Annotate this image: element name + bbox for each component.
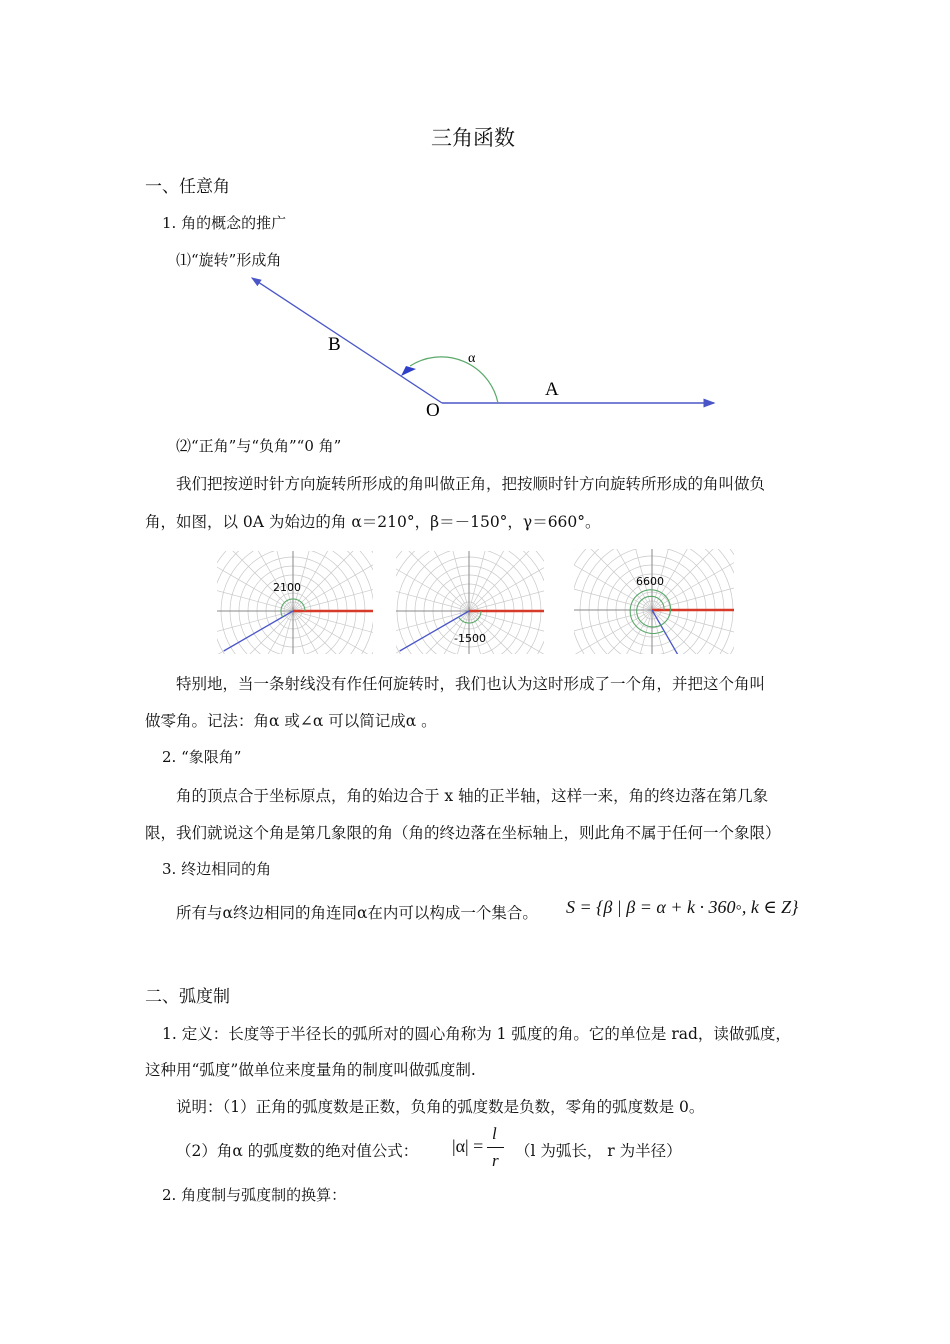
fraction-denominator: r bbox=[492, 1151, 499, 1170]
polar-angle-label: 6600 bbox=[636, 575, 664, 588]
subheading-conversion: 2. 角度制与弧度制的换算： bbox=[162, 1186, 347, 1204]
label-o: O bbox=[426, 400, 440, 420]
note-2-suffix: （l 为弧长， r 为半径） bbox=[515, 1142, 682, 1160]
angle-arc bbox=[410, 357, 498, 403]
polar-figure-660 bbox=[574, 549, 734, 654]
radian-definition-line1: 1. 定义：长度等于半径长的弧所对的圆心角称为 1 弧度的角。它的单位是 rad，读做弧度， bbox=[162, 1025, 791, 1043]
radian-definition-line2: 这种用“弧度”做单位来度量角的制度叫做弧度制. bbox=[145, 1061, 476, 1079]
paragraph-zero-angle-line2: 做零角。记法：角α 或∠α 可以简记成α 。 bbox=[145, 712, 437, 730]
paragraph-zero-angle-line1: 特别地，当一条射线没有作任何旋转时，我们也认为这时形成了一个角，并把这个角叫 bbox=[176, 675, 766, 693]
paragraph-quadrant-line2: 限，我们就说这个角是第几象限的角（角的终边落在坐标轴上，则此角不属于任何一个象限） bbox=[145, 824, 781, 842]
section-heading-1: 一、任意角 bbox=[145, 177, 230, 197]
paragraph-quadrant-line1: 角的顶点合于坐标原点，角的始边合于 x 轴的正半轴，这样一来，角的终边落在第几象 bbox=[176, 787, 769, 805]
item-positive-negative-angle: ⑵“正角”与“负角”“0 角” bbox=[176, 437, 342, 455]
polar-angle-label: 2100 bbox=[273, 581, 301, 594]
abs-alpha: |α| = bbox=[452, 1136, 484, 1156]
fraction-bar bbox=[487, 1147, 504, 1148]
subheading-coterminal-angle: 3. 终边相同的角 bbox=[162, 860, 272, 878]
note-1: 说明：（1）正角的弧度数是正数，负角的弧度数是负数，零角的弧度数是 0。 bbox=[176, 1098, 705, 1116]
fraction-numerator: l bbox=[492, 1124, 497, 1143]
label-alpha: α bbox=[468, 351, 476, 366]
item-rotation-angle: ⑴“旋转”形成角 bbox=[176, 251, 282, 269]
label-b: B bbox=[328, 334, 341, 355]
polar-figure-neg150 bbox=[396, 551, 544, 654]
paragraph-coterminal-text: 所有与α终边相同的角连同α在内可以构成一个集合。 bbox=[176, 904, 538, 922]
coterminal-set-formula: S = {β | β = α + k · 360◦, k ∈ Z} bbox=[566, 897, 799, 917]
paragraph-positive-negative-line2: 角，如图，以 0A 为始边的角 α＝210°，β＝－150°，γ＝660°。 bbox=[145, 513, 601, 531]
rotation-angle-figure bbox=[240, 270, 730, 420]
note-2-prefix: （2）角α 的弧度数的绝对值公式： bbox=[176, 1142, 419, 1160]
section-heading-2: 二、弧度制 bbox=[145, 987, 230, 1007]
polar-figure-210 bbox=[217, 551, 373, 654]
terminal-side-ray bbox=[224, 611, 293, 651]
subheading-angle-concept: 1. 角的概念的推广 bbox=[162, 214, 287, 232]
paragraph-positive-negative-line1: 我们把按逆时针方向旋转所形成的角叫做正角，把按顺时针方向旋转所形成的角叫做负 bbox=[176, 475, 766, 493]
subheading-quadrant-angle: 2. “象限角” bbox=[162, 748, 242, 766]
arc-arrowhead bbox=[401, 366, 416, 376]
polar-grid bbox=[217, 551, 373, 654]
terminal-ray-ob bbox=[252, 278, 442, 403]
polar-angle-label: -1500 bbox=[454, 632, 486, 645]
polar-grid bbox=[574, 549, 734, 654]
page-title: 三角函数 bbox=[431, 126, 515, 150]
label-a: A bbox=[545, 379, 559, 400]
